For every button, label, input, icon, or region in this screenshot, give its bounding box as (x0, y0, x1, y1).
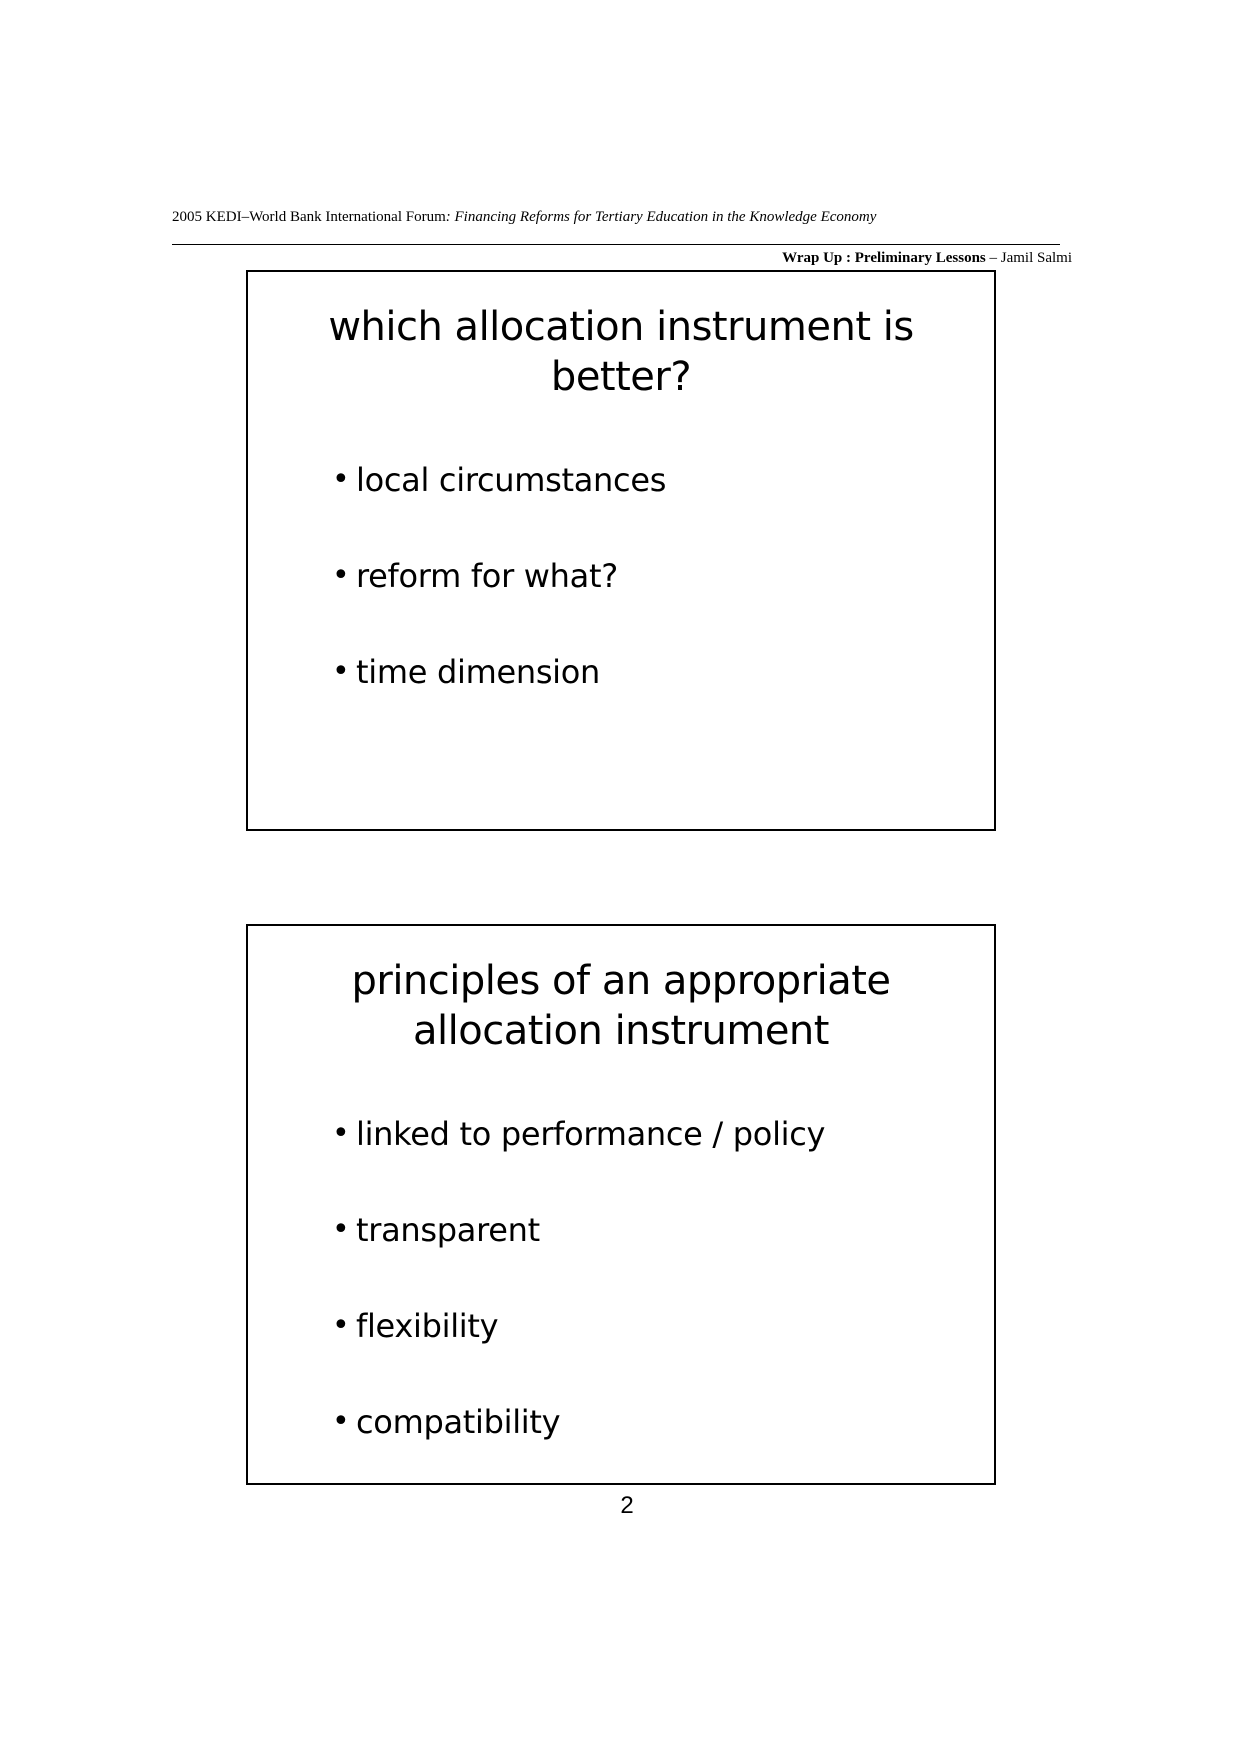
list-item (332, 1210, 825, 1306)
bullet-icon: • (332, 1116, 350, 1151)
list-item (332, 460, 666, 556)
bullet-icon: • (332, 1404, 350, 1439)
author-name: – Jamil Salmi (985, 250, 1072, 266)
forum-name: 2005 KEDI–World Bank International Forum (172, 209, 446, 225)
header-divider (172, 244, 1060, 245)
slide-2 (246, 924, 996, 1485)
slide-title (248, 302, 994, 402)
bullet-icon: • (332, 1308, 350, 1343)
list-item (332, 1114, 825, 1210)
list-item (332, 1306, 825, 1402)
slide-title-line: principles of an appropriate (351, 958, 891, 1004)
bullet-text: local circumstances (356, 461, 667, 499)
bullet-text: time dimension (356, 653, 601, 691)
bullet-icon: • (332, 462, 350, 497)
bullet-icon: • (332, 1212, 350, 1247)
bullet-text: compatibility (356, 1403, 561, 1441)
list-item (332, 1402, 825, 1498)
slide-title (248, 956, 994, 1056)
document-header (172, 209, 876, 226)
section-header (782, 250, 1072, 267)
list-item (332, 556, 666, 652)
slide-1 (246, 270, 996, 831)
bullet-list (332, 1114, 825, 1498)
section-title: Wrap Up : Preliminary Lessons (782, 250, 986, 266)
list-item (332, 652, 666, 748)
bullet-text: flexibility (356, 1307, 499, 1345)
bullet-list (332, 460, 666, 748)
bullet-text: transparent (356, 1211, 540, 1249)
slide-title-line: better? (550, 354, 692, 400)
bullet-icon: • (332, 654, 350, 689)
slide-title-line: which allocation instrument is (328, 304, 914, 350)
page-number: 2 (620, 1492, 634, 1519)
bullet-text: reform for what? (356, 557, 618, 595)
slide-title-line: allocation instrument (413, 1008, 829, 1054)
forum-subtitle: : Financing Reforms for Tertiary Education in the Knowledge Economy (445, 209, 877, 225)
bullet-icon: • (332, 558, 350, 593)
bullet-text: linked to performance / policy (356, 1115, 826, 1153)
